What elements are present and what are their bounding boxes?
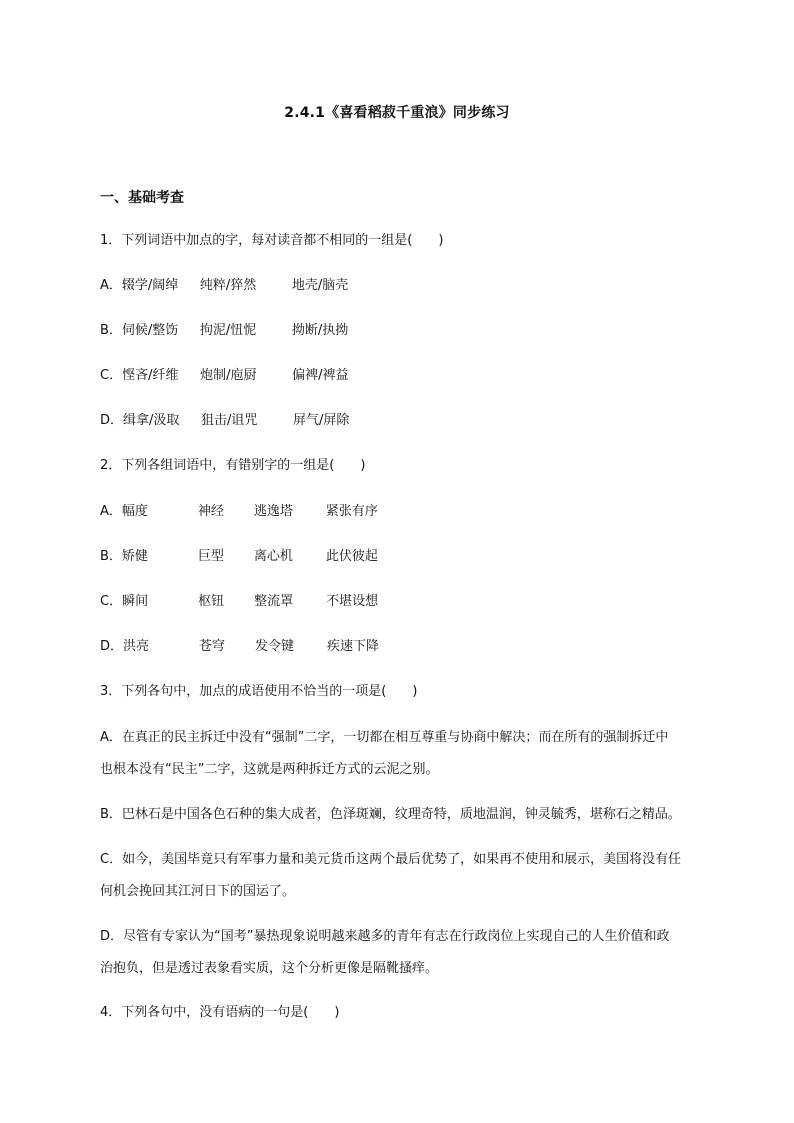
option-label: B． xyxy=(100,549,122,564)
option-item: 枢钮 xyxy=(198,594,225,609)
option-item: 拗断/执拗 xyxy=(291,323,349,338)
option-label: C． xyxy=(100,368,123,383)
option-item: 洪亮 xyxy=(123,639,150,654)
question-3-option-d-line-1: D．尽管有专家认为“国考”暴热现象说明越来越多的青年有志在行政岗位上实现自己的人生价值和政 xyxy=(100,929,670,944)
option-item: 悭吝/纤维 xyxy=(122,368,179,383)
option-item: 整流罩 xyxy=(254,594,294,609)
question-3-option-a-line-2: 也根本没有“民主”二字，这就是两种拆迁方式的云泥之别。 xyxy=(100,762,439,777)
question-3-option-c-line-1: C．如今，美国毕竟只有军事力量和美元货币这两个最后优势了，如果再不使用和展示，美国将没有任 xyxy=(100,852,682,867)
option-label: B． xyxy=(100,323,122,338)
option-item: 苍穹 xyxy=(199,639,226,654)
option-label: A． xyxy=(100,278,122,293)
question-1-stem: 1．下列词语中加点的字，每对读音都不相同的一组是( ) xyxy=(100,233,444,248)
question-3-option-d-line-2: 治抱负，但是透过表象看实质，这个分析更像是隔靴搔痒。 xyxy=(100,961,439,976)
section-heading: 一、基础考查 xyxy=(100,190,184,206)
option-item: 发令键 xyxy=(255,639,295,654)
question-1-option-d xyxy=(100,411,349,431)
option-label: D． xyxy=(100,413,124,428)
option-label: A． xyxy=(100,504,122,519)
option-item: 神经 xyxy=(197,504,224,519)
question-2-stem: 2．下列各组词语中，有错别字的一组是( ) xyxy=(100,458,366,473)
question-3-stem: 3．下列各句中，加点的成语使用不恰当的一项是( ) xyxy=(100,684,418,699)
question-4-stem: 4．下列各句中，没有语病的一句是( ) xyxy=(100,1005,340,1020)
option-item: 疾速下降 xyxy=(327,639,380,654)
option-item: 地壳/脑壳 xyxy=(291,278,349,293)
question-3-option-c-line-2: 何机会挽回其江河日下的国运了。 xyxy=(100,884,296,899)
option-item: 巨型 xyxy=(197,549,224,564)
option-item: 此伏彼起 xyxy=(325,549,378,564)
question-2-option-b xyxy=(100,547,378,567)
option-item: 狙击/诅咒 xyxy=(201,413,258,428)
question-1-option-b xyxy=(100,321,348,341)
option-item: 缉拿/汲取 xyxy=(123,413,180,428)
question-3-option-b: B．巴林石是中国各色石种的集大成者，色泽斑斓，纹理奇特，质地温润，钟灵毓秀，堪称石之精品。 xyxy=(100,807,681,822)
document-title: 2.4.1《喜看稻菽千重浪》同步练习 xyxy=(284,105,510,121)
option-item: 屏气/屏除 xyxy=(293,413,350,428)
option-item: 伺候/整饬 xyxy=(121,323,179,338)
option-label: C． xyxy=(100,594,123,609)
option-item: 纯粹/猝然 xyxy=(199,278,257,293)
question-1-option-c xyxy=(100,366,348,386)
question-1-option-a xyxy=(100,276,348,296)
question-3-option-a-line-1: A．在真正的民主拆迁中没有“强制”二字，一切都在相互尊重与协商中解决；而在所有的强制拆迁中 xyxy=(100,730,669,745)
option-item: 炮制/庖厨 xyxy=(200,368,257,383)
option-label: D． xyxy=(100,639,124,654)
question-2-option-a xyxy=(100,502,378,522)
option-item: 不堪设想 xyxy=(326,594,379,609)
option-item: 紧张有序 xyxy=(325,504,378,519)
question-2-option-d xyxy=(100,637,379,657)
option-item: 辍学/阔绰 xyxy=(121,278,179,293)
option-item: 瞬间 xyxy=(122,594,149,609)
option-item: 离心机 xyxy=(253,549,293,564)
question-2-option-c xyxy=(100,592,378,612)
option-item: 拘泥/忸怩 xyxy=(199,323,257,338)
option-item: 逃逸塔 xyxy=(253,504,293,519)
option-item: 幅度 xyxy=(121,504,148,519)
option-item: 矫健 xyxy=(121,549,148,564)
option-item: 偏裨/裨益 xyxy=(292,368,349,383)
